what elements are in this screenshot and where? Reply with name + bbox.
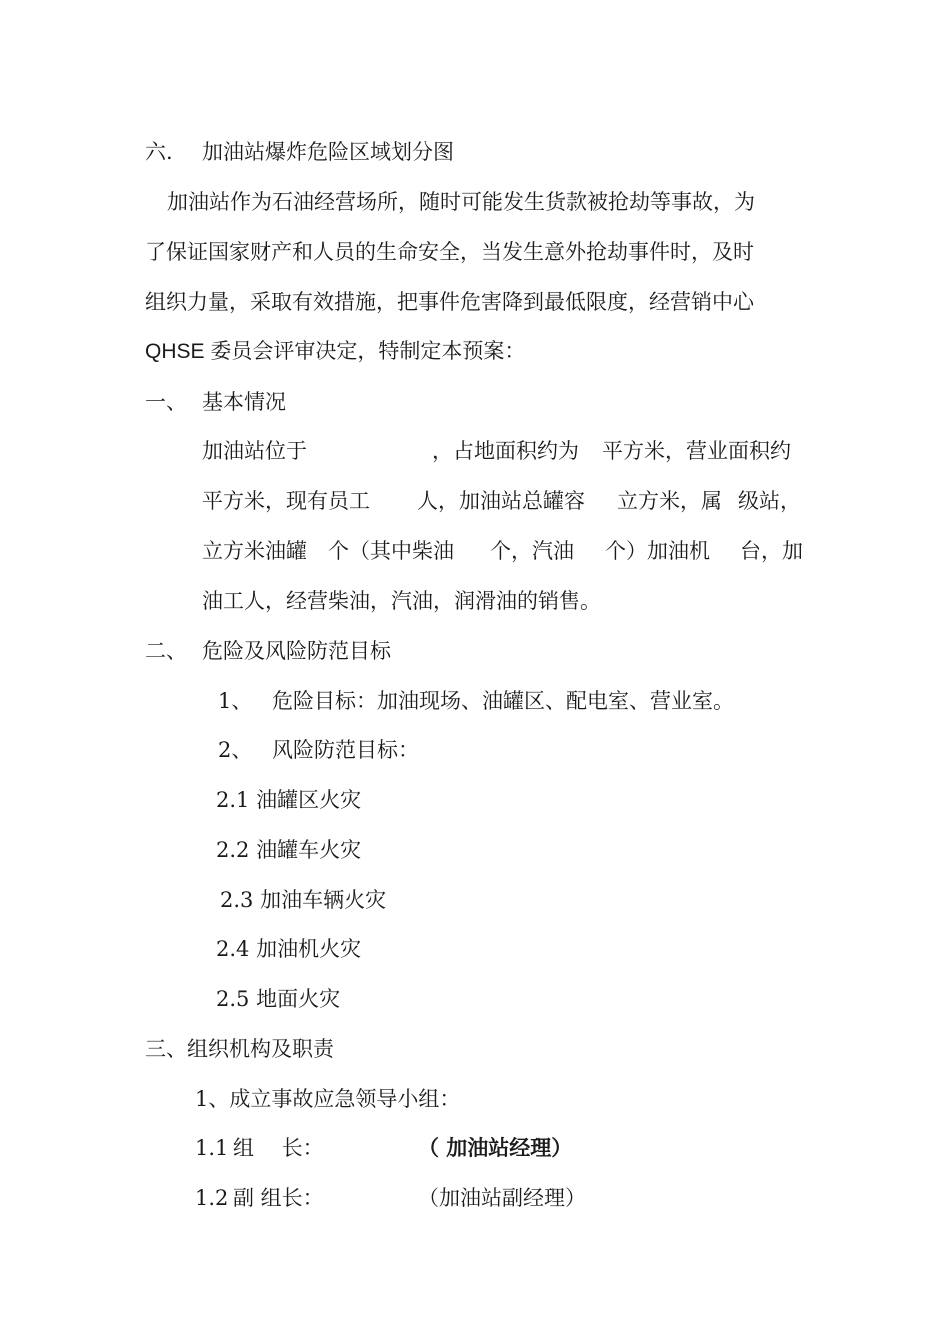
list-item: [0, 686, 950, 736]
role-label: 组 长：: [233, 1136, 324, 1160]
role-number: 1.2: [195, 1186, 229, 1210]
list-item-text: 风险防范目标：: [272, 738, 419, 762]
basic-info-text: 加油站位于: [202, 439, 307, 463]
basic-info-text: 个，汽油: [490, 539, 574, 563]
sub-item-text: 2.3 加油车辆火灾: [220, 888, 387, 912]
list-item-text: 1、成立事故应急领导小组：: [195, 1087, 461, 1111]
intro-text: QHSE 委员会评审决定，特制定本预案：: [145, 340, 526, 363]
section-3-title: 三、组织机构及职责: [145, 1037, 334, 1061]
basic-info-line: [0, 486, 950, 536]
section-2-title: 危险及风险防范目标: [202, 639, 391, 663]
basic-info-text: 平方米，现有员工: [202, 489, 370, 513]
basic-info-text: 人，加油站总罐容: [417, 489, 585, 513]
basic-info-text: ，占地面积约为: [432, 439, 579, 463]
role-number: 1.1: [195, 1136, 229, 1160]
basic-info-line: [0, 586, 950, 636]
intro-line: [0, 287, 950, 337]
intro-text: 了保证国家财产和人员的生命安全，当发生意外抢劫事件时，及时: [145, 240, 754, 264]
role-value: （ 加油站经理）: [418, 1135, 573, 1160]
intro-text: 组织力量，采取有效措施，把事件危害降到最低限度，经营销中心: [145, 290, 754, 314]
basic-info-line: [0, 536, 950, 586]
intro-line: [0, 337, 950, 387]
role-value: （加油站副经理）: [418, 1186, 586, 1210]
section-2-heading: [0, 636, 950, 686]
list-item: [0, 735, 950, 785]
section-1-title: 基本情况: [202, 390, 286, 414]
heading-text: 加油站爆炸危险区域划分图: [202, 140, 454, 164]
list-item-text: 危险目标：加油现场、油罐区、配电室、营业室。: [272, 689, 734, 713]
basic-info-text: 级站，: [738, 489, 801, 513]
basic-info-line: [0, 436, 950, 486]
list-item-number: 2、: [218, 738, 253, 762]
basic-info-text: 台，加: [740, 539, 803, 563]
sub-item-text: 2.2 油罐车火灾: [216, 838, 362, 862]
heading-number: 六.: [145, 140, 173, 164]
sub-item: [0, 835, 950, 885]
intro-line: [0, 187, 950, 237]
intro-line: [0, 237, 950, 287]
basic-info-text: 平方米，营业面积约: [602, 439, 791, 463]
sub-item: [0, 984, 950, 1034]
basic-info-text: 油工人，经营柴油，汽油，润滑油的销售。: [202, 589, 601, 613]
basic-info-text: 立方米油罐: [202, 539, 307, 563]
section-3-heading: [0, 1034, 950, 1084]
sub-item-text: 2.1 油罐区火灾: [216, 788, 362, 812]
role-line: [0, 1183, 950, 1233]
basic-info-text: 个）加油机: [605, 539, 710, 563]
role-label: 副 组长：: [233, 1186, 324, 1210]
basic-info-text: 立方米，属: [617, 489, 722, 513]
sub-item: [0, 885, 950, 935]
list-item-number: 1、: [218, 689, 253, 713]
sub-item: [0, 934, 950, 984]
role-line: [0, 1133, 950, 1183]
section-heading: [0, 137, 950, 187]
sub-item-text: 2.4 加油机火灾: [216, 937, 362, 961]
section-2-number: 二、: [145, 639, 187, 663]
basic-info-text: 个（其中柴油: [328, 539, 454, 563]
list-item: [0, 1084, 950, 1134]
section-1-number: 一、: [145, 390, 187, 414]
sub-item: [0, 785, 950, 835]
section-1-heading: [0, 387, 950, 437]
sub-item-text: 2.5 地面火灾: [216, 987, 341, 1011]
intro-text: 加油站作为石油经营场所，随时可能发生货款被抢劫等事故，为: [167, 190, 755, 214]
